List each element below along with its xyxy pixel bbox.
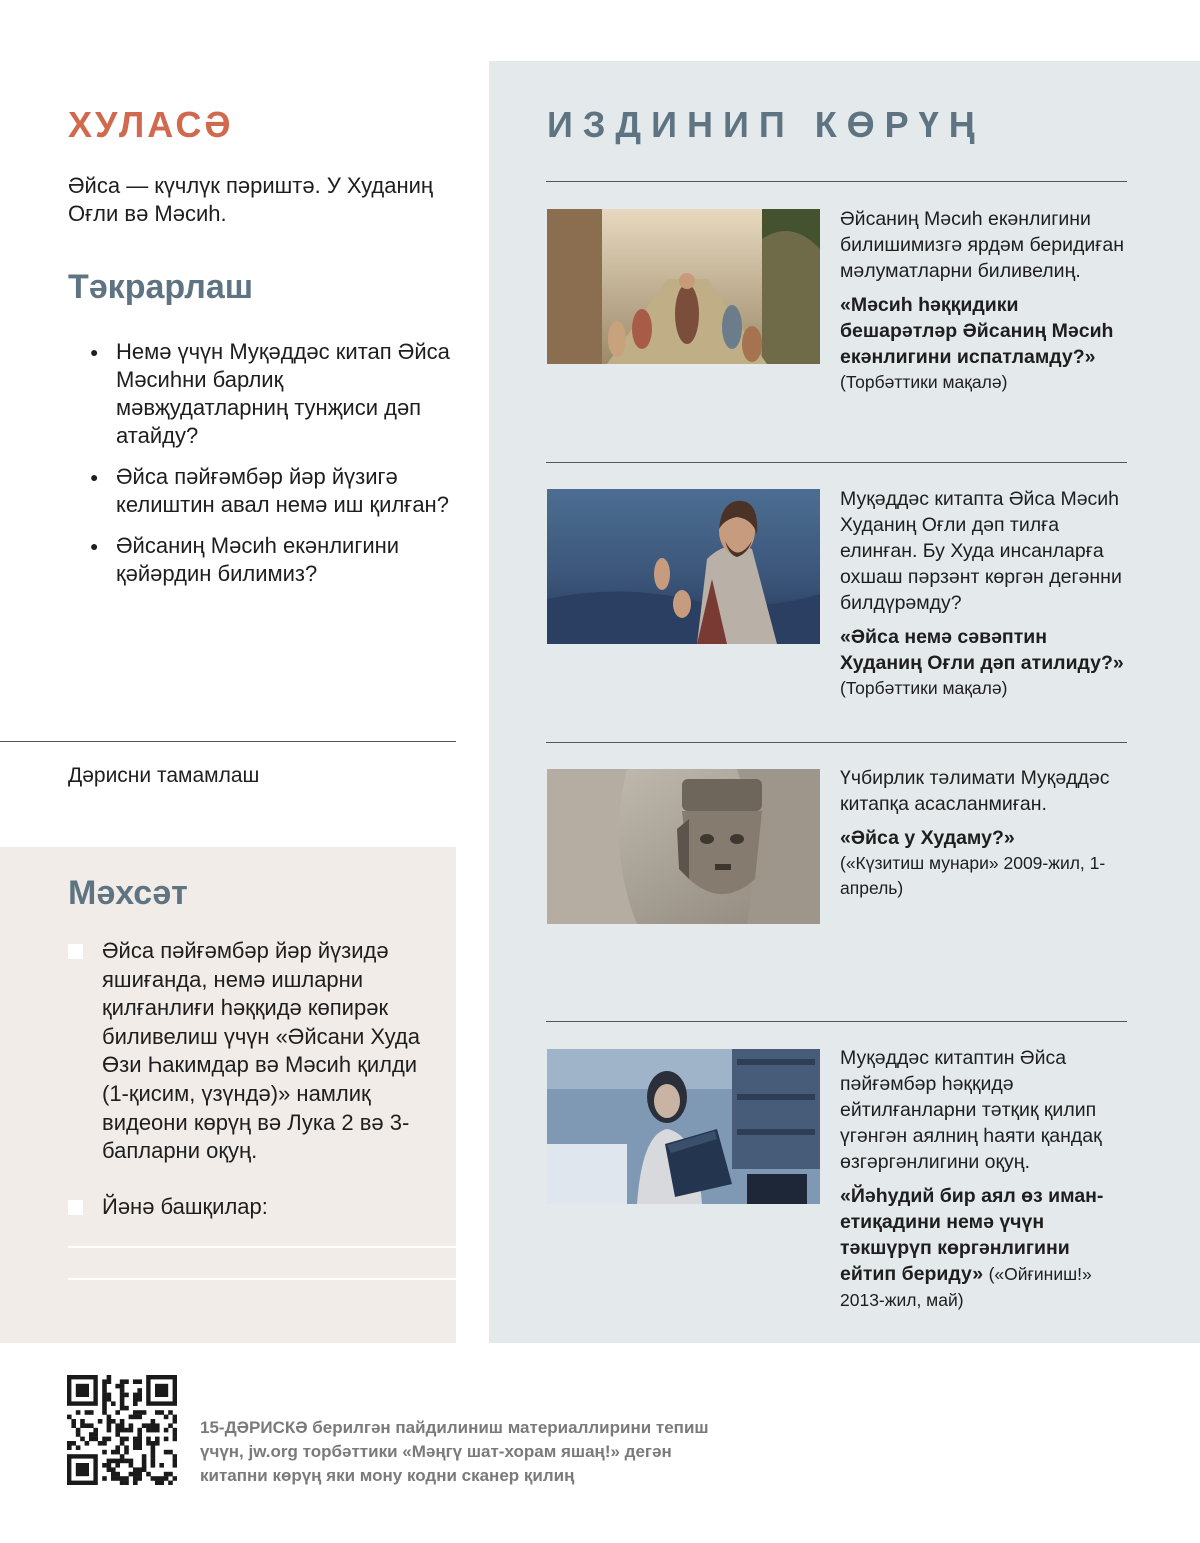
summary-title: ХУЛАСӘ <box>68 104 234 145</box>
item-divider <box>546 181 1127 182</box>
goal-title: Мәхсәт <box>68 874 188 912</box>
item-description: Әйсаниң Мәсиһ екәнлигини билишимизгә ярдәм беридиған мәлуматларни биливелиң. <box>840 208 1125 282</box>
explore-item-text <box>840 765 1125 901</box>
article-link[interactable]: «Әйса немә сәвәптин Худаниң Оғли дәп атилиду?» <box>840 626 1124 674</box>
write-in-line[interactable] <box>68 1278 456 1280</box>
jesus-praying-image[interactable] <box>547 489 820 644</box>
complete-lesson-label: Дәрисни тамамлаш <box>68 764 260 787</box>
item-source: (Торбәттики мақалә) <box>840 372 1008 392</box>
stone-carving-image[interactable] <box>547 769 820 924</box>
review-question: ● Әйса пәйғәмбәр йәр йүзигә келиштин авал немә иш қилған? <box>90 463 460 519</box>
review-title: Тәкрарлаш <box>68 268 254 306</box>
section-divider <box>0 741 456 742</box>
footer-text: 15-ДӘРИСКӘ берилгән пайдилиниш материаллирини тепиш үчүн, jw.org торбәттики «Мәңгү шат-хорам яшаң!» дегән китапни көрүң яки мону кодни сканер қилиң <box>200 1418 709 1485</box>
article-link[interactable]: «Йәһудий бир аял өз иман-етиқадини немә үчүн тәкшүрүп көргәнлигини ейтип бериду» («Ойғиниш!» 2013-жил, май) <box>840 1185 1104 1310</box>
item-source: («Күзитиш мунари» 2009-жил, 1-апрель) <box>840 853 1106 898</box>
explore-item-text <box>840 206 1125 395</box>
item-description: Муқәддәс китапта Әйса Мәсиһ Худаниң Оғли дәп тилға елинған. Бу Худа инсанларға охшаш пәрзәнт көргән дегәнни билдүрәмду? <box>840 488 1122 614</box>
review-question: ● Немә үчүн Муқәддәс китап Әйса Мәсиһни барлиқ мәвҗудатларниң тунҗиси дәп атайду? <box>90 338 460 450</box>
review-question: ● Әйсаниң Мәсиһ екәнлигини қәйәрдин билимиз? <box>90 532 460 588</box>
explore-item-text <box>840 1045 1125 1313</box>
goal-checkbox[interactable] <box>68 1200 83 1215</box>
article-link[interactable]: «Мәсиһ һәққидики бешарәтләр Әйсаниң Мәсиһ екәнлигини испатламду?» <box>840 294 1114 368</box>
item-source: («Ойғиниш!» 2013-жил, май) <box>840 1264 1092 1310</box>
explore-item-text <box>840 486 1125 701</box>
goal-item: Йәнә башқилар: <box>102 1194 268 1219</box>
woman-reading-image[interactable] <box>547 1049 820 1204</box>
explore-title: ИЗДИНИП КӨРҮҢ <box>547 104 985 145</box>
item-description: Муқәддәс китаптин Әйса пәйғәмбәр һәққидә ейтилғанларни тәтқиқ қилип үгәнгән аялниң һаяти қандақ өзгәргәнлигини оқуң. <box>840 1047 1102 1173</box>
goal-item: Әйса пәйғәмбәр йәр йүзидә яшиғанда, немә ишларни қилғанлиғи һәққидә көпирәк биливелиш үчүн «Әйсани Худа Өзи Һакимдар вә Мәсиһ қилди (1-қисим, үзүндә)» намлиқ видеони көрүң вә Лука 2 вә 3-бапларни оқуң. <box>102 938 420 1164</box>
article-link[interactable]: «Әйса у Худаму?» <box>840 827 1015 849</box>
item-divider <box>546 462 1127 463</box>
qr-code[interactable] <box>67 1375 177 1485</box>
item-divider <box>546 1021 1127 1022</box>
triumphal-entry-image[interactable] <box>547 209 820 364</box>
goal-checkbox[interactable] <box>68 944 83 959</box>
item-description: Үчбирлик тәлимати Муқәддәс китапқа асасланмиған. <box>840 767 1110 815</box>
item-source: (Торбәттики мақалә) <box>840 678 1008 698</box>
review-list <box>90 338 460 601</box>
write-in-line[interactable] <box>68 1246 456 1248</box>
summary-text: Әйса — күчлүк пәриштә. У Худаниң Оғли вә Мәсиһ. <box>68 173 434 226</box>
item-divider <box>546 742 1127 743</box>
